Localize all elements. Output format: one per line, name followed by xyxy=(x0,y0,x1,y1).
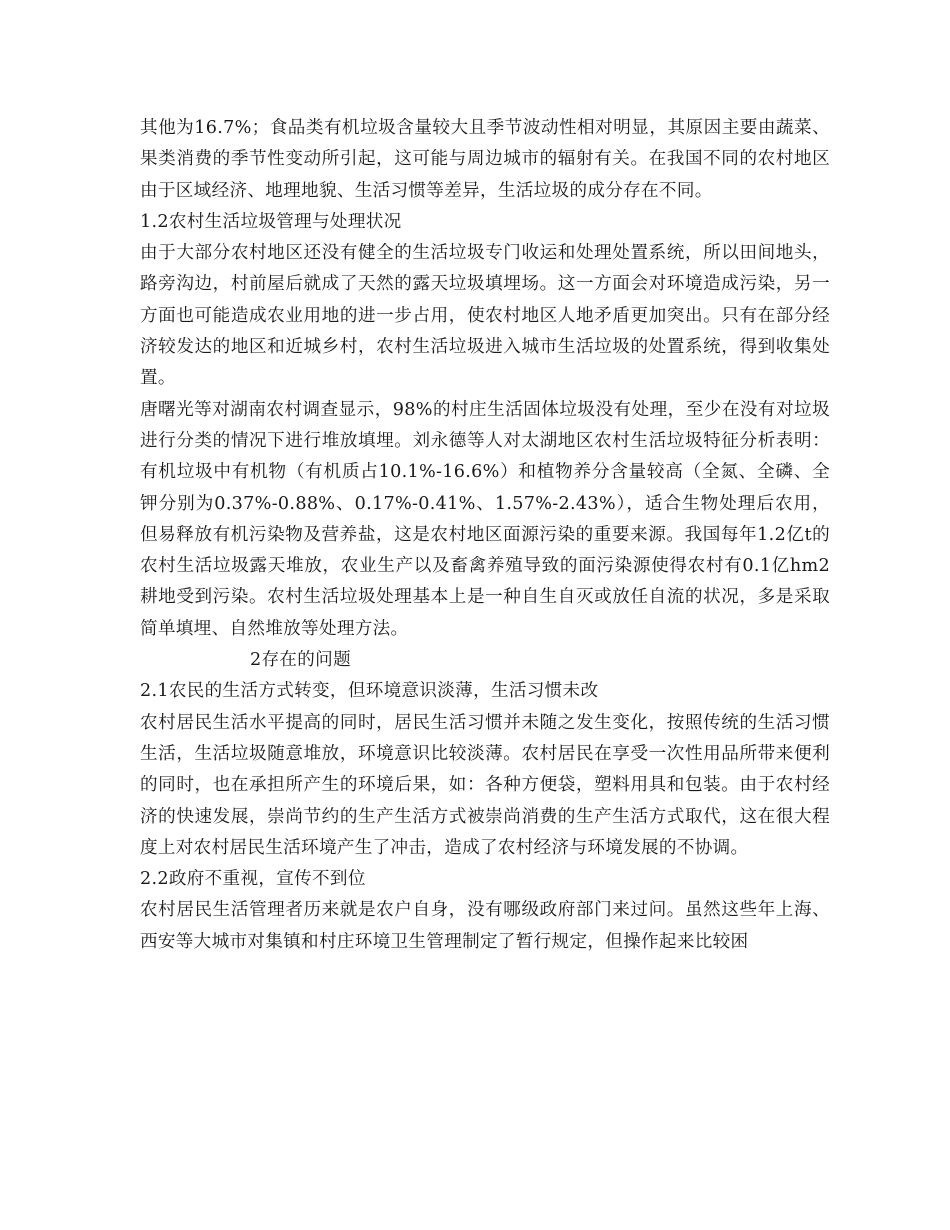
paragraph-management-status: 由于大部分农村地区还没有健全的生活垃圾专门收运和处理处置系统，所以田间地头，路旁沟边，村前屋后就成了天然的露天垃圾填埋场。这一方面会对环境造成污染，另一方面也可能造成农业用地的进一步占用，使农村地区人地矛盾更加突出。只有在部分经济较发达的地区和近城乡村，农村生活垃圾进入城市生活垃圾的处置系统，得到收集处置。 xyxy=(140,243,830,389)
paragraph-government: 农村居民生活管理者历来就是农户自身，没有哪级政府部门来过问。虽然这些年上海、西安等大城市对集镇和村庄环境卫生管理制定了暂行规定，但操作起来比较困 xyxy=(140,900,830,952)
heading-2-1: 2.1农民的生活方式转变，但环境意识淡薄，生活习惯未改 xyxy=(140,681,599,702)
section-title-problems: 2存在的问题 xyxy=(250,650,351,671)
paragraph-lifestyle: 农村居民生活水平提高的同时，居民生活习惯并未随之发生变化，按照传统的生活习惯生活，生活垃圾随意堆放，环境意识比较淡薄。农村居民在享受一次性用品所带来便利的同时，也在承担所产生的环境后果，如：各种方便袋，塑料用具和包装。由于农村经济的快速发展，崇尚节约的生产生活方式被崇尚消费的生产生活方式取代，这在很大程度上对农村居民生活环境产生了冲击，造成了农村经济与环境发展的不协调。 xyxy=(140,712,830,858)
heading-1-2: 1.2农村生活垃圾管理与处理状况 xyxy=(140,211,402,232)
heading-2-2: 2.2政府不重视，宣传不到位 xyxy=(140,869,366,890)
document-body xyxy=(140,113,830,958)
paragraph-composition-summary: 其他为16.7%；食品类有机垃圾含量较大且季节波动性相对明显，其原因主要由蔬菜、果类消费的季节性变动所引起，这可能与周边城市的辐射有关。在我国不同的农村地区由于区域经济、地理地貌、生活习惯等差异，生活垃圾的成分存在不同。 xyxy=(140,118,830,201)
paragraph-survey-findings: 唐曙光等对湖南农村调查显示，98%的村庄生活固体垃圾没有处理，至少在没有对垃圾进行分类的情况下进行堆放填埋。刘永德等人对太湖地区农村生活垃圾特征分析表明：有机垃圾中有机物（有机质占10.1%-16.6%）和植物养分含量较高（全氮、全磷、全钾分别为0.37%-0.88%、0.17%-0.41%、1.57%-2.43%），适合生物处理后农用，但易释放有机污染物及营养盐，这是农村地区面源污染的重要来源。我国每年1.2亿t的农村生活垃圾露天堆放，农业生产以及畜禽养殖导致的面污染源使得农村有0.1亿hm2耕地受到污染。农村生活垃圾处理基本上是一种自生自灭或放任自流的状况，多是采取简单填埋、自然堆放等处理方法。 xyxy=(140,399,830,639)
